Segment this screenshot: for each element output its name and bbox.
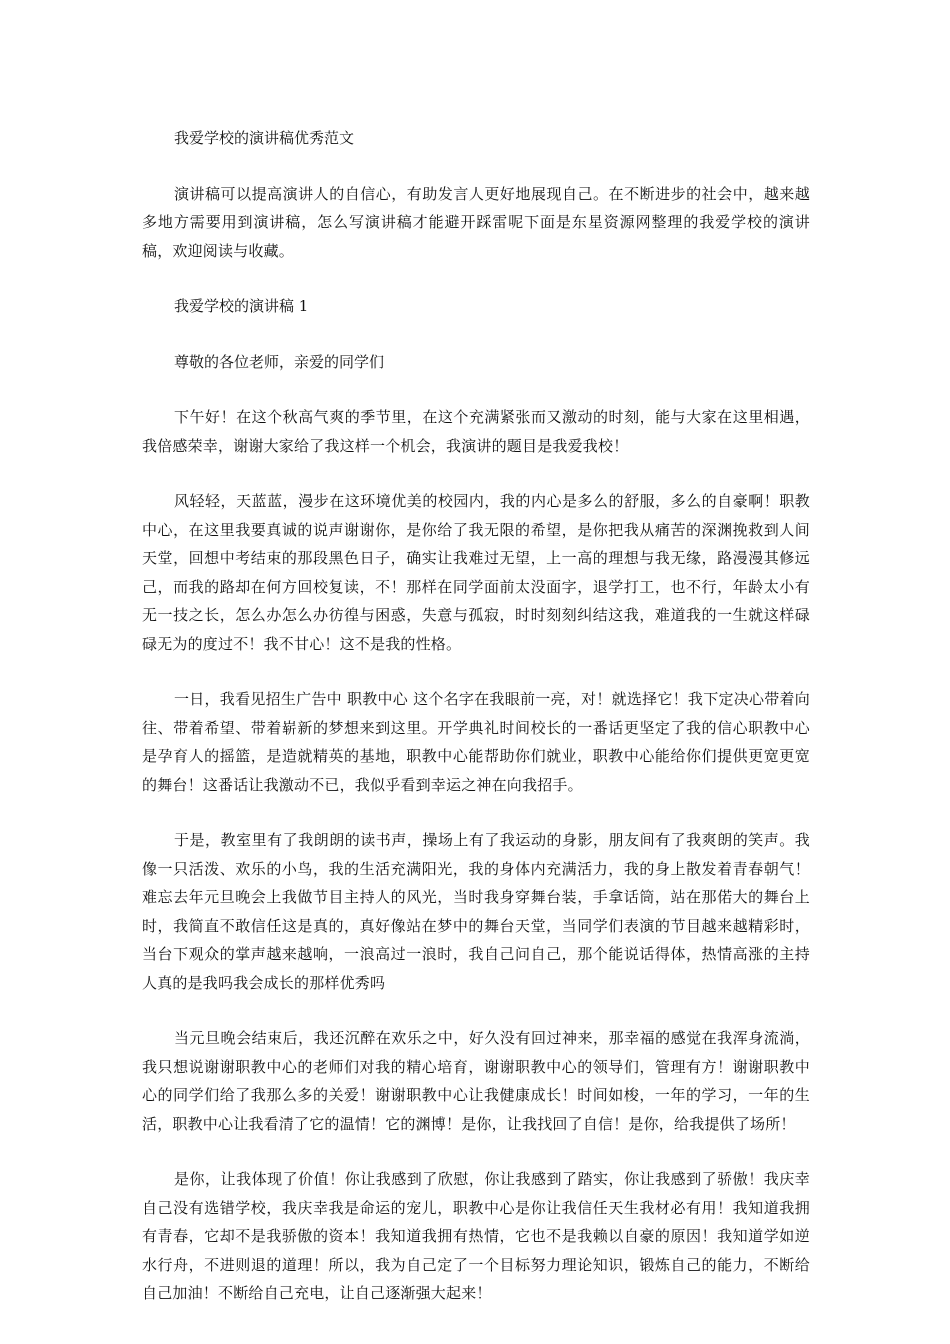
document-title: 我爱学校的演讲稿优秀范文 (174, 129, 355, 147)
body-paragraph: 风轻轻，天蓝蓝，漫步在这环境优美的校园内，我的内心是多么的舒服，多么的自豪啊！职教中心，在这里我要真诚的说声谢谢你，是你给了我无限的希望，是你把我从痛苦的深渊挽救到人间天堂，回想中考结束的那段黑色日子，确实让我难过无望，上一高的理想与我无缘，路漫漫其修远己，而我的路却在何方回校复读，不！那样在同学面前太没面字，退学打工，也不行，年龄太小有无一技之长，怎么办怎么办彷徨与困惑，失意与孤寂，时时刻刻纠结这我，难道我的一生就这样碌碌无为的度过不！我不甘心！这不是我的性格。 (142, 492, 810, 653)
section-title: 我爱学校的演讲稿 1 (174, 297, 309, 315)
body-paragraph: 一日，我看见招生广告中 职教中心 这个名字在我眼前一亮，对！就选择它！我下定决心带着向往、带着希望、带着崭新的梦想来到这里。开学典礼时间校长的一番话更坚定了我的信心职教中心是孕育人的摇篮，是造就精英的基地，职教中心能帮助你们就业，职教中心能给你们提供更宽更宽的舞台！这番话让我激动不已，我似乎看到幸运之神在向我招手。 (142, 690, 810, 794)
body-paragraph: 下午好！在这个秋高气爽的季节里，在这个充满紧张而又激动的时刻，能与大家在这里相遇，我倍感荣幸，谢谢大家给了我这样一个机会，我演讲的题目是我爱我校！ (142, 408, 810, 455)
body-paragraph: 于是，教室里有了我朗朗的读书声，操场上有了我运动的身影，朋友间有了我爽朗的笑声。我像一只活泼、欢乐的小鸟，我的生活充满阳光，我的身体内充满活力，我的身上散发着青春朝气！难忘去年元旦晚会上我做节目主持人的风光，当时我身穿舞台装，手拿话筒，站在那偌大的舞台上时，我简直不敢信任这是真的，真好像站在梦中的舞台天堂，当同学们表演的节目越来越精彩时，当台下观众的掌声越来越响，一浪高过一浪时，我自己问自己，那个能说话得体，热情高涨的主持人真的是我吗我会成长的那样优秀吗 (142, 831, 810, 992)
intro-paragraph: 演讲稿可以提高演讲人的自信心，有助发言人更好地展现自己。在不断进步的社会中，越来越多地方需要用到演讲稿，怎么写演讲稿才能避开踩雷呢下面是东星资源网整理的我爱学校的演讲稿，欢迎阅读与收藏。 (142, 184, 810, 260)
document-body (142, 124, 810, 1335)
body-paragraph: 是你，让我体现了价值！你让我感到了欣慰，你让我感到了踏实，你让我感到了骄傲！我庆幸自己没有选错学校，我庆幸我是命运的宠儿，职教中心是你让我信任天生我材必有用！我知道我拥有青春，它却不是我骄傲的资本！我知道我拥有热情，它也不是我赖以自豪的原因！我知道学如逆水行舟，不进则退的道理！所以，我为自己定了一个目标努力理论知识，锻炼自己的能力，不断给自己加油！不断给自己充电，让自己逐渐强大起来！ (142, 1170, 810, 1302)
body-paragraph: 当元旦晚会结束后，我还沉醉在欢乐之中，好久没有回过神来，那幸福的感觉在我浑身流淌，我只想说谢谢职教中心的老师们对我的精心培育，谢谢职教中心的领导们，管理有方！谢谢职教中心的同学们给了我那么多的关爱！谢谢职教中心让我健康成长！时间如梭，一年的学习，一年的生活，职教中心让我看清了它的温情！它的渊博！是你，让我找回了自信！是你，给我提供了场所！ (142, 1029, 810, 1133)
greeting: 尊敬的各位老师，亲爱的同学们 (174, 352, 385, 371)
